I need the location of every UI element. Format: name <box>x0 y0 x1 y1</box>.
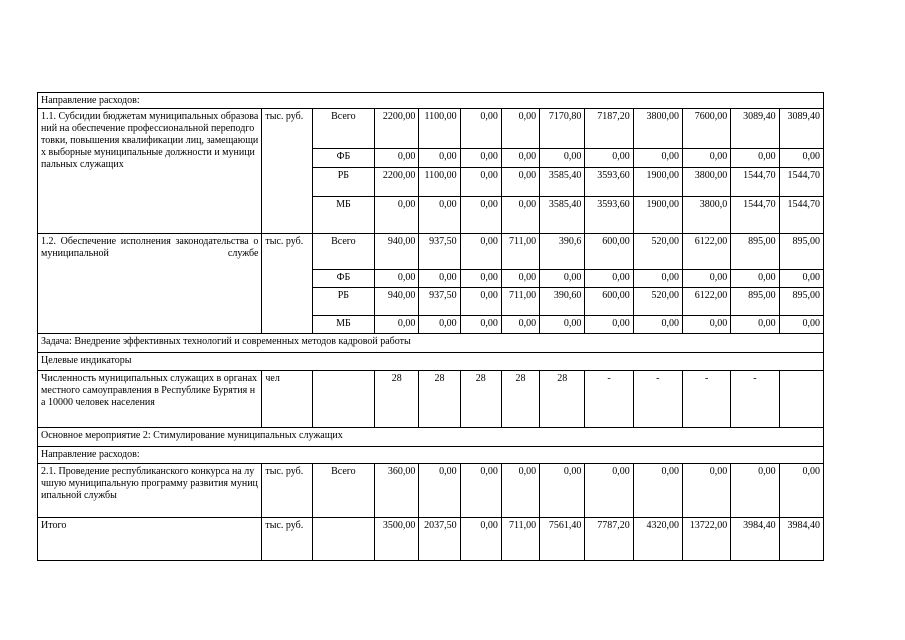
value-cell: 0,00 <box>779 270 823 288</box>
indicator-value: - <box>633 371 682 428</box>
indicator-row <box>38 371 824 428</box>
total-title: Итого <box>38 518 262 561</box>
value-cell: 0,00 <box>375 149 419 168</box>
indicator-value: 28 <box>540 371 585 428</box>
value-cell: 0,00 <box>460 168 501 197</box>
funding-source: РБ <box>312 168 374 197</box>
total-value: 0,00 <box>460 518 501 561</box>
target-indicators-heading: Целевые индикаторы <box>38 353 824 371</box>
value-cell: 0,00 <box>682 270 730 288</box>
indicator-value: - <box>585 371 633 428</box>
section-direction-1-row <box>38 93 824 109</box>
value-cell: 0,00 <box>540 270 585 288</box>
value-cell: 3585,40 <box>540 168 585 197</box>
value-cell: 6122,00 <box>682 234 730 270</box>
value-cell: 895,00 <box>779 234 823 270</box>
value-cell: 1900,00 <box>633 197 682 234</box>
indicator-value: 28 <box>501 371 539 428</box>
value-cell: 7170,80 <box>540 109 585 149</box>
value-cell: 520,00 <box>633 234 682 270</box>
empty-cell <box>312 371 374 428</box>
value-cell: 0,00 <box>731 149 779 168</box>
measure_1_2-row <box>38 234 824 270</box>
value-cell: 1100,00 <box>419 168 460 197</box>
total-value: 711,00 <box>501 518 539 561</box>
value-cell: 0,00 <box>460 316 501 334</box>
value-cell: 0,00 <box>375 316 419 334</box>
value-cell: 0,00 <box>375 270 419 288</box>
value-cell: 0,00 <box>501 197 539 234</box>
value-cell: 1544,70 <box>731 168 779 197</box>
measure_1_2-title: 1.2. Обеспечение исполнения законодательства о муниципальной службе <box>38 234 262 334</box>
value-cell: 3585,40 <box>540 197 585 234</box>
measure_1_1-row <box>38 109 824 149</box>
value-cell: 940,00 <box>375 288 419 316</box>
indicator-value: - <box>682 371 730 428</box>
total-unit: тыс. руб. <box>262 518 312 561</box>
value-cell: 0,00 <box>585 464 633 518</box>
value-cell: 0,00 <box>585 149 633 168</box>
indicator-value: 28 <box>460 371 501 428</box>
total-value: 3984,40 <box>731 518 779 561</box>
section-direction-2: Направление расходов: <box>38 447 824 464</box>
main-activity-2-heading: Основное мероприятие 2: Стимулирование муниципальных служащих <box>38 428 824 447</box>
total-value: 7787,20 <box>585 518 633 561</box>
indicator-value <box>779 371 823 428</box>
value-cell: 0,00 <box>501 316 539 334</box>
total-value: 13722,00 <box>682 518 730 561</box>
value-cell: 2200,00 <box>375 168 419 197</box>
value-cell: 3800,00 <box>633 109 682 149</box>
value-cell: 937,50 <box>419 288 460 316</box>
total-value: 3984,40 <box>779 518 823 561</box>
value-cell: 0,00 <box>419 197 460 234</box>
value-cell: 390,6 <box>540 234 585 270</box>
value-cell: 0,00 <box>731 464 779 518</box>
value-cell: 0,00 <box>585 316 633 334</box>
value-cell: 0,00 <box>633 464 682 518</box>
value-cell: 600,00 <box>585 234 633 270</box>
indicator-value: 28 <box>419 371 460 428</box>
measure-2-1-title: 2.1. Проведение республиканского конкурса на лучшую муниципальную программу развития муниципальной службы <box>38 464 262 518</box>
task-heading-row <box>38 334 824 353</box>
value-cell: 0,00 <box>460 109 501 149</box>
value-cell: 3800,00 <box>682 168 730 197</box>
value-cell: 7600,00 <box>682 109 730 149</box>
measure-2-1-unit: тыс. руб. <box>262 464 312 518</box>
value-cell: 390,60 <box>540 288 585 316</box>
value-cell: 711,00 <box>501 288 539 316</box>
value-cell: 940,00 <box>375 234 419 270</box>
value-cell: 0,00 <box>779 149 823 168</box>
value-cell: 0,00 <box>501 149 539 168</box>
value-cell: 3593,60 <box>585 197 633 234</box>
value-cell: 0,00 <box>460 464 501 518</box>
value-cell: 0,00 <box>501 109 539 149</box>
value-cell: 895,00 <box>779 288 823 316</box>
value-cell: 0,00 <box>633 316 682 334</box>
value-cell: 1544,70 <box>779 168 823 197</box>
value-cell: 6122,00 <box>682 288 730 316</box>
budget-table <box>37 92 824 561</box>
value-cell: 0,00 <box>460 234 501 270</box>
funding-source: ФБ <box>312 149 374 168</box>
value-cell: 0,00 <box>460 197 501 234</box>
total-value: 2037,50 <box>419 518 460 561</box>
target-indicators-heading-row <box>38 353 824 371</box>
funding-source: МБ <box>312 197 374 234</box>
value-cell: 3593,60 <box>585 168 633 197</box>
value-cell: 0,00 <box>419 149 460 168</box>
indicator-value: - <box>731 371 779 428</box>
value-cell: 0,00 <box>633 149 682 168</box>
value-cell: 600,00 <box>585 288 633 316</box>
value-cell: 0,00 <box>731 270 779 288</box>
value-cell: 711,00 <box>501 234 539 270</box>
indicator-value: 28 <box>375 371 419 428</box>
value-cell: 0,00 <box>540 464 585 518</box>
empty-cell <box>312 518 374 561</box>
value-cell: 0,00 <box>501 270 539 288</box>
value-cell: 937,50 <box>419 234 460 270</box>
value-cell: 0,00 <box>540 149 585 168</box>
value-cell: 520,00 <box>633 288 682 316</box>
task-heading: Задача: Внедрение эффективных технологий и современных методов кадровой работы <box>38 334 824 353</box>
value-cell: 0,00 <box>375 197 419 234</box>
value-cell: 7187,20 <box>585 109 633 149</box>
funding-source: Всего <box>312 234 374 270</box>
measure_1_1-unit: тыс. руб. <box>262 109 312 234</box>
value-cell: 895,00 <box>731 234 779 270</box>
value-cell: 0,00 <box>460 270 501 288</box>
value-cell: 0,00 <box>501 464 539 518</box>
value-cell: 0,00 <box>633 270 682 288</box>
value-cell: 2200,00 <box>375 109 419 149</box>
value-cell: 1100,00 <box>419 109 460 149</box>
value-cell: 0,00 <box>682 464 730 518</box>
value-cell: 0,00 <box>682 149 730 168</box>
section-direction-2-row <box>38 447 824 464</box>
total-value: 4320,00 <box>633 518 682 561</box>
measure_1_1-title: 1.1. Субсидии бюджетам муниципальных образований на обеспечение профессиональной переподготовки, повышения квалификации лиц, замещающих выборные муниципальные должности и муниципальных служащих <box>38 109 262 234</box>
total-value: 7561,40 <box>540 518 585 561</box>
value-cell: 0,00 <box>460 149 501 168</box>
total-row <box>38 518 824 561</box>
measure_1_2-unit: тыс. руб. <box>262 234 312 334</box>
indicator-title: Численность муниципальных служащих в органах местного самоуправления в Республике Бурятия на 10000 человек населения <box>38 371 262 428</box>
funding-source: МБ <box>312 316 374 334</box>
value-cell: 0,00 <box>501 168 539 197</box>
funding-source: Всего <box>312 109 374 149</box>
total-value: 3500,00 <box>375 518 419 561</box>
value-cell: 0,00 <box>419 316 460 334</box>
value-cell: 0,00 <box>731 316 779 334</box>
value-cell: 0,00 <box>682 316 730 334</box>
main-activity-2-heading-row <box>38 428 824 447</box>
value-cell: 3089,40 <box>779 109 823 149</box>
value-cell: 0,00 <box>585 270 633 288</box>
value-cell: 0,00 <box>419 464 460 518</box>
funding-source: Всего <box>312 464 374 518</box>
funding-source: РБ <box>312 288 374 316</box>
funding-source: ФБ <box>312 270 374 288</box>
value-cell: 0,00 <box>540 316 585 334</box>
value-cell: 1544,70 <box>731 197 779 234</box>
value-cell: 895,00 <box>731 288 779 316</box>
value-cell: 1900,00 <box>633 168 682 197</box>
measure-2-1-row <box>38 464 824 518</box>
indicator-unit: чел <box>262 371 312 428</box>
value-cell: 3089,40 <box>731 109 779 149</box>
value-cell: 3800,0 <box>682 197 730 234</box>
value-cell: 0,00 <box>779 464 823 518</box>
value-cell: 0,00 <box>779 316 823 334</box>
section-direction-1: Направление расходов: <box>38 93 824 109</box>
value-cell: 0,00 <box>460 288 501 316</box>
value-cell: 360,00 <box>375 464 419 518</box>
value-cell: 1544,70 <box>779 197 823 234</box>
value-cell: 0,00 <box>419 270 460 288</box>
